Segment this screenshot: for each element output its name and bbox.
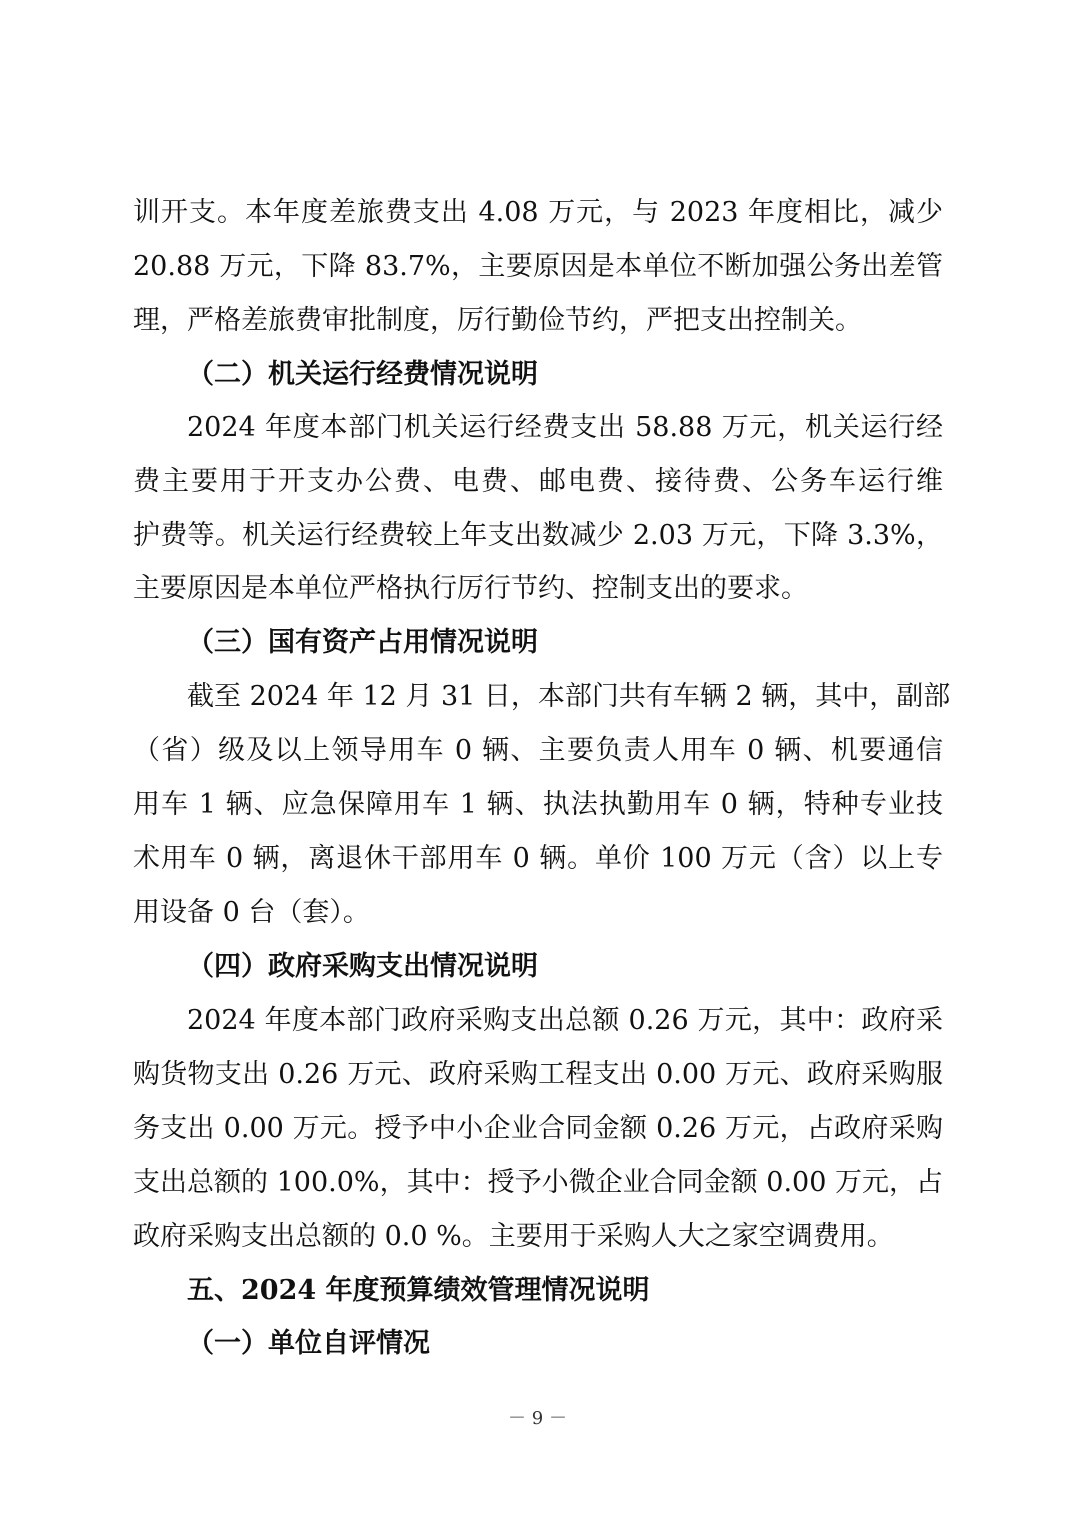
body-line: 政府采购支出总额的 0.0 %。主要用于采购人大之家空调费用。	[133, 1221, 894, 1252]
body-line: 理，严格差旅费审批制度，厉行勤俭节约，严把支出控制关。	[133, 305, 862, 336]
body-line: 用车 1 辆、应急保障用车 1 辆、执法执勤用车 0 辆，特种专业技	[133, 789, 943, 820]
body-line: 截至 2024 年 12 月 31 日，本部门共有车辆 2 辆，其中，副部	[187, 681, 951, 712]
body-line: 训开支。本年度差旅费支出 4.08 万元，与 2023 年度相比，减少	[133, 197, 943, 228]
body-line: 主要原因是本单位严格执行厉行节约、控制支出的要求。	[133, 573, 808, 604]
body-line: 2024 年度本部门政府采购支出总额 0.26 万元，其中：政府采	[187, 1005, 943, 1036]
section-heading-self-evaluation: （一）单位自评情况	[187, 1328, 430, 1359]
body-line: （省）级及以上领导用车 0 辆、主要负责人用车 0 辆、机要通信	[133, 735, 943, 766]
body-line: 2024 年度本部门机关运行经费支出 58.88 万元，机关运行经	[187, 412, 943, 443]
section-heading-government-procurement: （四）政府采购支出情况说明	[187, 951, 538, 982]
body-line: 护费等。机关运行经费较上年支出数减少 2.03 万元，下降 3.3%，	[133, 520, 943, 551]
body-line: 务支出 0.00 万元。授予中小企业合同金额 0.26 万元，占政府采购	[133, 1113, 943, 1144]
body-line: 用设备 0 台（套）。	[133, 897, 370, 928]
body-line: 购货物支出 0.26 万元、政府采购工程支出 0.00 万元、政府采购服	[133, 1059, 943, 1090]
chapter-heading-performance-management: 五、2024 年度预算绩效管理情况说明	[187, 1275, 650, 1306]
section-heading-state-assets: （三）国有资产占用情况说明	[187, 627, 538, 658]
section-heading-operating-funds: （二）机关运行经费情况说明	[187, 359, 538, 390]
page-number: － 9 －	[508, 1408, 567, 1429]
body-line: 支出总额的 100.0%，其中：授予小微企业合同金额 0.00 万元，占	[133, 1167, 943, 1198]
body-line: 术用车 0 辆，离退休干部用车 0 辆。单价 100 万元（含）以上专	[133, 843, 943, 874]
body-line: 20.88 万元，下降 83.7%，主要原因是本单位不断加强公务出差管	[133, 251, 943, 282]
body-line: 费主要用于开支办公费、电费、邮电费、接待费、公务车运行维	[133, 466, 943, 497]
